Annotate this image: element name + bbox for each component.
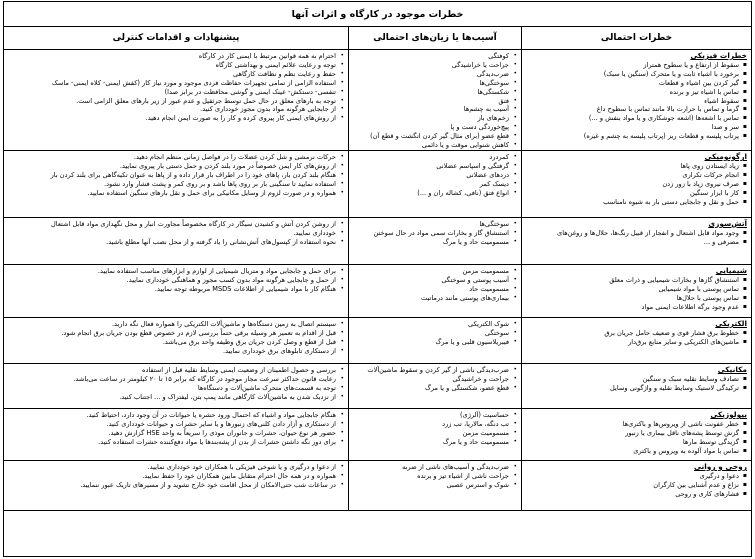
- list-item: • استنشاق گاز و بخارات سمی مواد در حال سوختن: [353, 229, 517, 238]
- list-item: • مسمومیت حاد: [353, 285, 517, 294]
- table-row: [4, 461, 751, 511]
- category-title: شیمیایی: [526, 267, 747, 276]
- list-item: ▪ تماس پوستی با حلال‌ها: [526, 294, 747, 303]
- list-item: • بررسی و حصول اطمینان از وضعیت ایمنی وسایط نقلیه قبل از استفاده: [8, 366, 344, 375]
- list-item: ▪ صرف نیروی زیاد با زور زدن: [526, 180, 747, 189]
- controls-cell: [4, 461, 348, 510]
- list-item: • نحوه استفاده از کپسول‌های آتش‌نشانی را یاد گرفته و از محل نصب آنها مطلع باشید.: [8, 238, 344, 247]
- list-item: ▪ گزیدگی توسط مارها: [526, 438, 747, 447]
- list-item: • شوک الکتریکی: [353, 320, 517, 329]
- header-controls: پیشنهادات و اقدامات کنترلی: [4, 27, 348, 49]
- effects-cell: [348, 364, 521, 408]
- list-item: • از روش‌های ایمنی کار پیروی کرده و کار را به صورت ایمن انجام دهید.: [8, 114, 344, 123]
- header-hazards: خطرات احتمالی: [521, 27, 751, 49]
- list-item: • مسمومیت حاد و یا مرگ: [353, 238, 517, 247]
- table-row: [4, 265, 751, 318]
- list-item: • حضور هر نوع حیوان، حشرات و جانوران موذی را سریعاً به واحد HSE گزارش دهید.: [8, 429, 344, 438]
- hazards-cell: [521, 265, 751, 317]
- list-item: • سوختگی‌ها: [353, 79, 517, 88]
- category-title: روحی و روانی: [526, 463, 747, 472]
- effects-cell: [348, 218, 521, 264]
- list-item: • استفاده نمایید تا سنگینی بار بر روی پاها باشد و بر روی کمر و پشت فشار وارد نشود.: [8, 180, 344, 189]
- controls-cell: [4, 265, 348, 317]
- list-item: ▪ ترکیدگی لاستیک وسایط نقلیه و واژگونی وسایل: [526, 384, 747, 393]
- list-item: • سیستم اتصال به زمین دستگاه‌ها و ماشین‌آلات الکتریکی را همواره فعال نگه دارید.: [8, 320, 344, 329]
- list-item: • ضرب‌دیدگی و آسیب‌های ناشی از ضربه: [353, 463, 517, 472]
- list-item: ▪ پرتاب پلیسه و قطعات ریز (پرتاب پلیسه به چشم و غیره): [526, 132, 747, 141]
- category-title: بیولوژیکی: [526, 411, 747, 420]
- list-item: • فیبریلاسیون قلبی و یا مرگ: [353, 338, 517, 347]
- hazards-cell: [521, 364, 751, 408]
- controls-cell: [4, 151, 348, 217]
- effects-cell: [348, 318, 521, 363]
- list-item: • زخم‌های باز: [353, 114, 517, 123]
- list-item: • قبل از اقدام به تعمیر هر وسیله برقی حتماً بررسی لازم در خصوص قطع بودن جریان برق انجام شود.: [8, 329, 344, 338]
- category-title: ارگونومیکی: [526, 153, 747, 162]
- list-item: • حساسیت (آلرژی): [353, 411, 517, 420]
- list-item: • همواره و در همه حال احترام متقابل مابین همکاران خود را حفظ نمایید.: [8, 472, 344, 481]
- list-item: • از روش‌های کار ایمن خصوصاً در مورد بلند کردن و حمل دستی بار پیروی نمایید.: [8, 162, 344, 171]
- effects-cell: [348, 409, 521, 460]
- list-item: • از دستکاری تابلوهای برق خودداری نمایید.: [8, 347, 344, 356]
- list-item: • مسمومیت مزمن: [353, 267, 517, 276]
- list-item: • توجه به بارهای معلق در حال حمل توسط جرثقیل و عدم عبور از زیر بارهای معلق الزامی است.: [8, 97, 344, 106]
- list-item: • از دعوا و درگیری و یا شوخی فیزیکی با همکاران خود خودداری نمایید.: [8, 463, 344, 472]
- effects-cell: [348, 461, 521, 510]
- list-item: • کوفتگی: [353, 52, 517, 61]
- list-item: • از دستکاری و آزار دادن کلنی‌های زنبورها و یا سایر حشرات و حیوانات خودداری کنید.: [8, 420, 344, 429]
- list-item: ▪ زیاد ایستادن روی پاها: [526, 162, 747, 171]
- list-item: • جراحت و خراشیدگی: [353, 375, 517, 384]
- table-row: [4, 151, 751, 218]
- list-item: • برای حمل و جابجایی مواد و متریال شیمیایی از لوازم و ابزارهای مناسب استفاده نمایید.: [8, 267, 344, 276]
- category-title: آتش‌سوزی: [526, 220, 747, 229]
- list-item: ▪ مصرفی و ...: [526, 238, 747, 247]
- list-item: • ضرب‌دیدگی ناشی از گیر کردن و سقوط ماشین‌آلات: [353, 366, 517, 375]
- category-title: خطرات فیزیکی: [526, 52, 747, 61]
- list-item: • قطع عضو، شکستگی و یا مرگ: [353, 384, 517, 393]
- list-item: ▪ فشارهای کاری و روحی: [526, 490, 747, 499]
- table-row: [4, 218, 751, 265]
- list-item: ▪ گیر کردن بین اشیاء و قطعات: [526, 79, 747, 88]
- hazards-cell: [521, 218, 751, 264]
- list-item: • قبل از قطع و وصل کردن جریان برق وظیفه واحد برق می‌باشد.: [8, 338, 344, 347]
- list-item: • رعایت قانون حداکثر سرعت مجاز موجود در کارگاه که برابر ۱۵ تا ۲۰ کیلومتر در ساعت می‌باشد.: [8, 375, 344, 384]
- list-item: • مسمومیت مزمن: [353, 429, 517, 438]
- list-item: • هنگام کار با مواد شیمیایی از اطلاعات MSDS مربوطه توجه نمایید.: [8, 285, 344, 294]
- list-item: ▪ انجام حرکات تکراری: [526, 171, 747, 180]
- list-item: • از نزدیک شدن به ماشین‌آلات کارگاهی مانند پمپ بتن، لیفتراک و ... اجتناب کنید.: [8, 393, 344, 402]
- table-row: [4, 318, 751, 364]
- list-item: ▪ استنشاق گازها و بخارات شیمیایی و ذرات معلق: [526, 276, 747, 285]
- hazards-cell: [521, 461, 751, 510]
- list-item: • احترام به همه قوانین مرتبط با ایمنی کار در کارگاه: [8, 52, 344, 61]
- list-item: • خودداری نمایید.: [8, 229, 344, 238]
- list-item: ▪ سقوط از ارتفاع و یا سطوح همتراز: [526, 61, 747, 70]
- list-item: • دیسک کمر: [353, 180, 517, 189]
- list-item: • سوختگی‌ها: [353, 220, 517, 229]
- list-item: ▪ تماس پوستی با مواد شیمیایی: [526, 285, 747, 294]
- list-item: • گرفتگی و اسپاسم عضلانی: [353, 162, 517, 171]
- list-item: • هنگام جابجایی مواد و اشیاء که احتمال ورود حشره یا حیوانات در آن وجود دارد، احتیاط کنید.: [8, 411, 344, 420]
- table-header: [4, 27, 751, 50]
- hazards-cell: [521, 50, 751, 150]
- list-item: • شوک و استرس عصبی: [353, 481, 517, 490]
- list-item: • از روشن کردن آتش و کشیدن سیگار در کارگاه مخصوصاً مجاورت انبار و محل نگهداری مواد قابل اشتعال: [8, 220, 344, 229]
- list-item: ▪ برخورد با اشیاء ثابت و یا متحرک (سنگین یا سبک): [526, 70, 747, 79]
- controls-cell: [4, 364, 348, 408]
- header-effects: آسیب‌ها یا زیان‌های احتمالی: [348, 27, 521, 49]
- list-item: • کاهش شنوایی موقت و یا دائمی: [353, 141, 517, 150]
- list-item: • آسیب به چشم‌ها: [353, 105, 517, 114]
- controls-cell: [4, 409, 348, 460]
- table-body: [4, 50, 751, 511]
- list-item: ▪ وجود مواد قابل اشتعال و انفجار از قبیل رنگ‌ها، حلال‌ها و روغن‌های: [526, 229, 747, 238]
- list-item: ▪ سقوط اشیاء: [526, 97, 747, 106]
- category-title: مکانیکی: [526, 366, 747, 375]
- list-item: ▪ تماس با مواد آلوده به ویروس و باکتری: [526, 447, 747, 456]
- list-item: • قطع عضو (برای مثال گیر کردن انگشت و قطع آن): [353, 132, 517, 141]
- list-item: ▪ حمل و نقل و جابجایی دستی بار به شیوه نامناسب: [526, 198, 747, 207]
- list-item: • حفظ و رعایت نظم و نظافت کارگاهی: [8, 70, 344, 79]
- table-row: [4, 50, 751, 151]
- list-item: • در ساعات شب حتی‌الامکان از محل اقامت خود خارج نشوید و از مسیرهای تاریک عبور ننمایید.: [8, 481, 344, 490]
- list-item: ▪ گزش توسط پشه‌های ناقل بیماری یا زنبور: [526, 429, 747, 438]
- list-item: • شکستگی‌ها: [353, 88, 517, 97]
- effects-cell: [348, 50, 521, 150]
- category-title: الکتریکی: [526, 320, 747, 329]
- page-title: خطرات موجود در کارگاه و اثرات آنها: [4, 2, 751, 27]
- list-item: ▪ کار با ابزار سنگین: [526, 189, 747, 198]
- list-item: • تب دنگه، مالاریا، تب زرد: [353, 420, 517, 429]
- list-item: • فتق: [353, 97, 517, 106]
- list-item: • بیماری‌های پوستی مانند درماتیت: [353, 294, 517, 303]
- list-item: • استفاده الزامی از تمامی تجهیزات حفاظت فردی موجود و مورد نیاز کار (کفش ایمنی- کلاه ایمنی- ماسک: [8, 79, 344, 88]
- list-item: • تنفسی- دستکش- عینک ایمنی و گوشی محافظت در برابر صدا): [8, 88, 344, 97]
- list-item: • پیچ‌خوردگی دست و پا: [353, 123, 517, 132]
- hazards-cell: [521, 409, 751, 460]
- list-item: • برای دور نگه داشتن حشرات از بدن از پشه‌بندها یا مواد دفع‌کننده حشرات استفاده کنید.: [8, 438, 344, 447]
- controls-cell: [4, 318, 348, 363]
- hazards-cell: [521, 318, 751, 363]
- list-item: ▪ خطوط برق فشار قوی و ضعیف حامل جریان برق: [526, 329, 747, 338]
- hazards-cell: [521, 151, 751, 217]
- list-item: ▪ دعوا و درگیری: [526, 472, 747, 481]
- list-item: ▪ تماس با اشیاء تیز و برنده: [526, 88, 747, 97]
- effects-cell: [348, 151, 521, 217]
- list-item: • از جابجایی هرگونه مواد بدون مجوز خودداری کنید.: [8, 105, 344, 114]
- list-item: • از حمل و جابجایی هرگونه مواد بدون کسب مجوز و هماهنگی خودداری نمایید.: [8, 276, 344, 285]
- list-item: • همواره و در صورت لزوم از وسایل مکانیکی برای حمل و نقل بارهای سنگین استفاده نمایید.: [8, 189, 344, 198]
- list-item: ▪ عدم وجود برگه اطلاعات ایمنی مواد: [526, 303, 747, 312]
- list-item: • توجه و رعایت علائم ایمنی و بهداشتی کارگاه: [8, 61, 344, 70]
- list-item: • دردهای عضلانی: [353, 171, 517, 180]
- list-item: • کمردرد: [353, 153, 517, 162]
- list-item: ▪ تصادف وسایط نقلیه سبک و سنگین: [526, 375, 747, 384]
- list-item: ▪ سر و صدا: [526, 123, 747, 132]
- list-item: ▪ تماس با اشعه‌ها (اشعه جوشکاری و یا مواد بنفش و ...): [526, 114, 747, 123]
- controls-cell: [4, 50, 348, 150]
- list-item: • انواع فتق (نافی، کشاله ران و ...): [353, 189, 517, 198]
- list-item: • جراحت یا خراشیدگی: [353, 61, 517, 70]
- list-item: • ضرب‌دیدگی: [353, 70, 517, 79]
- hazards-table: [3, 1, 752, 557]
- list-item: • هنگام بلند کردن بار، پاهای خود را در اطراف بار قرار داده و از پاها به عنوان تکیه‌گاهی برای بلند کردن بار: [8, 171, 344, 180]
- list-item: • سوختگی: [353, 329, 517, 338]
- list-item: ▪ نزاع و عدم آشنایی بین کارگران: [526, 481, 747, 490]
- effects-cell: [348, 265, 521, 317]
- list-item: ▪ گرما و تماس با حرارت بالا مانند تماس با سطوح داغ: [526, 105, 747, 114]
- list-item: • مسمومیت حاد و یا مرگ: [353, 438, 517, 447]
- list-item: ▪ ماشین‌های الکتریکی و سایر منابع برق‌دار: [526, 338, 747, 347]
- table-row: [4, 364, 751, 409]
- controls-cell: [4, 218, 348, 264]
- list-item: • توجه به قسمت‌های متحرک ماشین‌آلات و دستگاه‌ها: [8, 384, 344, 393]
- table-row: [4, 409, 751, 461]
- list-item: • جراحت ناشی از اشیاء تیز و برنده: [353, 472, 517, 481]
- list-item: ▪ خطر عفونت ناشی از ویروس‌ها و باکتری‌ها: [526, 420, 747, 429]
- list-item: • آسیب پوستی و سوختگی: [353, 276, 517, 285]
- list-item: • حرکات نرمشی و شل کردن عضلات را در فواصل زمانی منظم انجام دهید.: [8, 153, 344, 162]
